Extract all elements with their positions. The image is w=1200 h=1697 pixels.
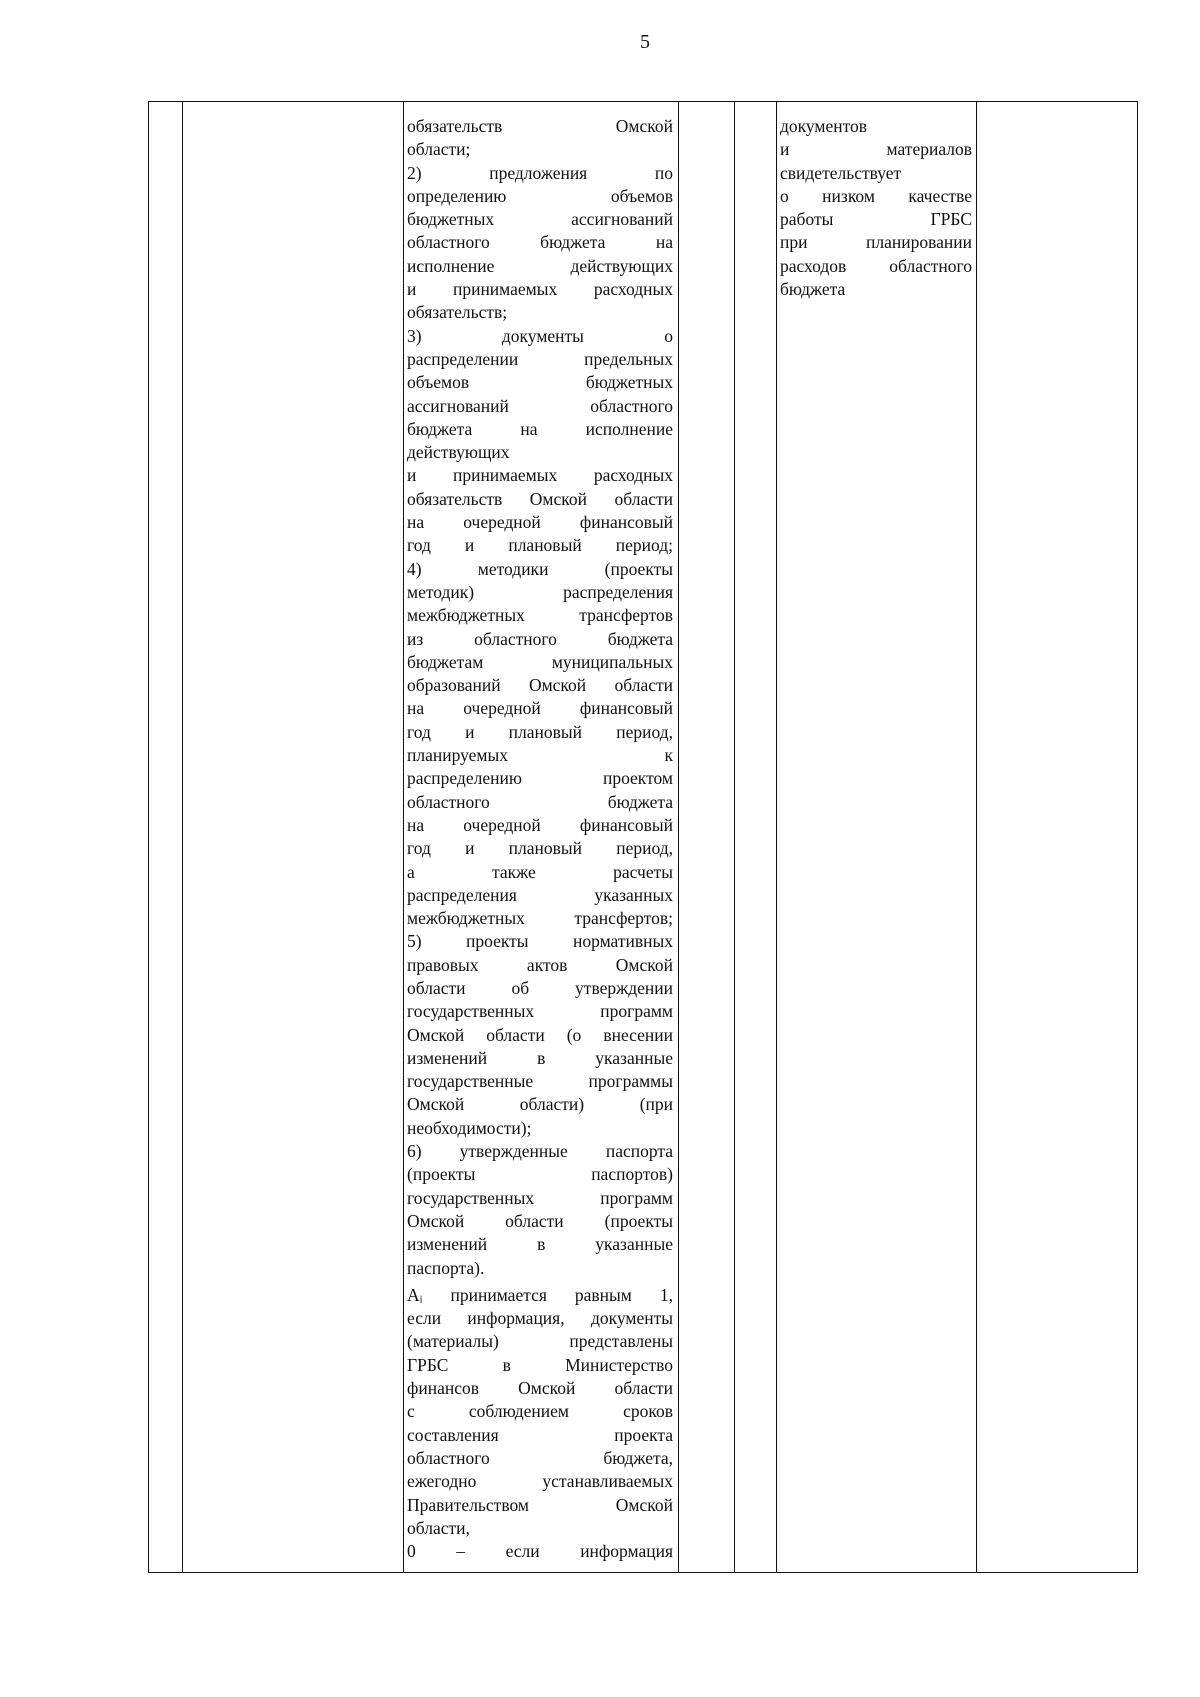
criteria-text-line: обязательств Омской	[407, 116, 673, 136]
page-number: 5	[640, 31, 650, 53]
criteria-text-line: исполнение действующих	[407, 255, 673, 276]
criteria-text-line: области,	[407, 1517, 470, 1538]
criteria-text-line: ежегодно устанавливаемых	[407, 1471, 673, 1492]
comment-text-line: и материалов	[780, 139, 972, 160]
indicators-table	[148, 101, 1138, 1573]
criteria-text-line: государственные программы	[407, 1071, 673, 1092]
criteria-text-line: объемов бюджетных	[407, 372, 673, 393]
criteria-text-line: межбюджетных трансфертов;	[407, 908, 673, 929]
criteria-text-line: паспорта).	[407, 1257, 485, 1278]
comment-text-line: свидетельствует	[780, 162, 902, 183]
comment-text-line: документов	[780, 116, 868, 136]
criteria-text-line: составления проекта	[407, 1424, 673, 1445]
criteria-text-line: на очередной финансовый	[407, 512, 673, 533]
criteria-text-line: распределению проектом	[407, 768, 673, 789]
criteria-text-line: на очередной финансовый	[407, 814, 673, 835]
criteria-text-line: изменений в указанные	[407, 1234, 673, 1255]
criteria-text-line: 2) предложения по	[407, 162, 673, 183]
criteria-text-line: год и плановый период,	[407, 721, 673, 742]
criteria-cell	[407, 115, 673, 1563]
criteria-text-line: если информация, документы	[407, 1308, 673, 1329]
column-divider	[976, 102, 977, 1572]
criteria-text-line: образований Омской области	[407, 675, 673, 696]
criteria-text-line: Омской области (о внесении	[407, 1024, 673, 1045]
criteria-text-line: финансов Омской области	[407, 1378, 673, 1399]
criteria-text-line: необходимости);	[407, 1117, 532, 1138]
criteria-text-line: 0 – если информация	[407, 1541, 673, 1562]
criteria-text-line: и принимаемых расходных	[407, 465, 673, 486]
criteria-text-line: ассигнований областного	[407, 395, 673, 416]
criteria-text-line: Омской области (проекты	[407, 1210, 673, 1231]
criteria-text-line: бюджетных ассигнований	[407, 209, 673, 230]
column-divider	[734, 102, 735, 1572]
criteria-text-line: с соблюдением сроков	[407, 1401, 673, 1422]
criteria-text-line: а также расчеты	[407, 861, 673, 882]
criteria-text-line: межбюджетных трансфертов	[407, 605, 673, 626]
criteria-text-line: изменений в указанные	[407, 1047, 673, 1068]
criteria-text-line: определению объемов	[407, 185, 673, 206]
criteria-text-line: бюджета на исполнение	[407, 418, 673, 439]
comment-text-line: расходов областного	[780, 255, 972, 276]
criteria-text-line: год и плановый период;	[407, 535, 673, 556]
column-divider	[403, 102, 404, 1572]
criteria-text-line: год и плановый период,	[407, 838, 673, 859]
criteria-text-line: Омской области) (при	[407, 1094, 673, 1115]
criteria-text-line: ГРБС в Министерство	[407, 1354, 673, 1375]
criteria-text-line: 4) методики (проекты	[407, 558, 673, 579]
criteria-text-line: (проекты паспортов)	[407, 1164, 673, 1185]
criteria-text-line: методик) распределения	[407, 581, 673, 602]
criteria-text-line: из областного бюджета	[407, 628, 673, 649]
criteria-text-line: на очередной финансовый	[407, 698, 673, 719]
column-divider	[182, 102, 183, 1572]
criteria-text-line: Правительством Омской	[407, 1494, 673, 1515]
criteria-text-line: действующих	[407, 442, 510, 463]
criteria-text-line: области;	[407, 139, 471, 160]
criteria-text-line: обязательств Омской области	[407, 488, 673, 509]
criteria-text-line: 3) документы о	[407, 325, 673, 346]
criteria-text-line: 5) проекты нормативных	[407, 931, 673, 952]
criteria-text-line: областного бюджета,	[407, 1447, 673, 1468]
criteria-text-line: правовых актов Омской	[407, 954, 673, 975]
column-divider	[776, 102, 777, 1572]
criteria-text-line: бюджетам муниципальных	[407, 651, 673, 672]
comment-text-line: при планировании	[780, 232, 972, 253]
comment-text-line: о низком качестве	[780, 185, 972, 206]
criteria-text-line: распределении предельных	[407, 348, 673, 369]
comment-cell	[780, 115, 972, 301]
comment-text-line: бюджета	[780, 279, 846, 300]
column-divider	[678, 102, 679, 1572]
criteria-text-line: 6) утвержденные паспорта	[407, 1141, 673, 1162]
comment-text-line: работы ГРБС	[780, 209, 972, 230]
criteria-text-line: (материалы) представлены	[407, 1331, 673, 1352]
criteria-text-line: государственных программ	[407, 1001, 673, 1022]
criteria-text-line: области об утверждении	[407, 977, 673, 998]
criteria-text-line: обязательств;	[407, 302, 508, 323]
criteria-text-line: и принимаемых расходных	[407, 279, 673, 300]
criteria-text-line: распределения указанных	[407, 884, 673, 905]
criteria-text-line: Aᵢ принимается равным 1,	[407, 1284, 673, 1305]
criteria-text-line: планируемых к	[407, 745, 673, 766]
criteria-text-line: государственных программ	[407, 1187, 673, 1208]
criteria-text-line: областного бюджета на	[407, 232, 673, 253]
criteria-text-line: областного бюджета	[407, 791, 673, 812]
